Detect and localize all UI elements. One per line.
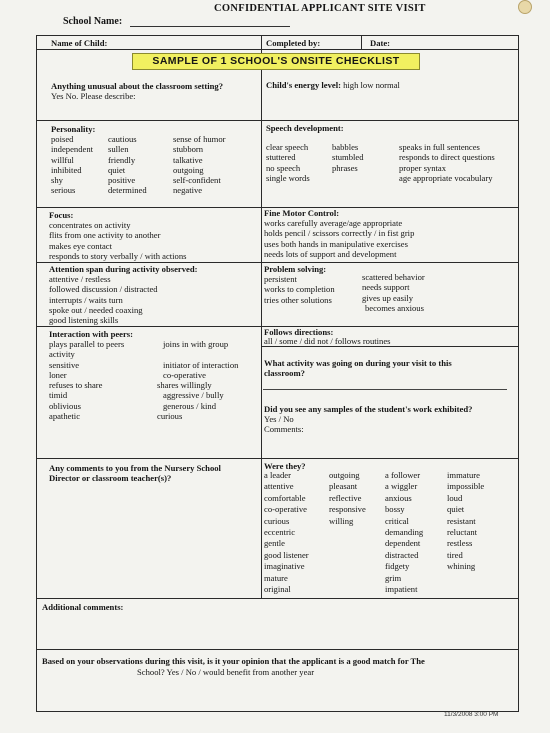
list-item: reflective [329, 492, 362, 503]
list-item: proper syntax [399, 162, 447, 173]
samples-question: Did you see any samples of the student's work exhibited? [264, 404, 473, 414]
were-they-heading: Were they? [264, 461, 306, 471]
list-item: responsive [329, 504, 366, 515]
energy-options: high low normal [343, 80, 400, 90]
list-item: inhibited [51, 164, 82, 175]
print-timestamp: 11/3/2008 3:00 PM [444, 711, 499, 718]
list-item: stuttered [266, 152, 296, 163]
energy-level [266, 80, 400, 90]
list-item: cautious [108, 134, 137, 144]
list-item: holds pencil / scissors correctly / in fist grip [264, 228, 415, 239]
problem-col2 [362, 272, 425, 313]
list-item: mature [264, 572, 288, 583]
list-item: resistant [447, 515, 476, 526]
list-item: single words [266, 172, 310, 183]
speech-col2 [332, 142, 364, 173]
list-item: tries other solutions [264, 294, 332, 305]
list-item: self-confident [173, 175, 221, 186]
row-divider [37, 649, 518, 650]
list-item: demanding [385, 527, 424, 538]
match-options: School? Yes / No / would benefit from another year [137, 667, 315, 677]
list-item: quiet [447, 504, 465, 515]
column-divider [361, 36, 362, 49]
personality-col2 [108, 134, 147, 196]
list-item: refuses to share [49, 380, 103, 391]
list-item: needs support [362, 282, 410, 293]
attention-list [49, 274, 158, 325]
fine-motor-heading: Fine Motor Control: [264, 208, 340, 218]
list-item: good listener [264, 549, 309, 560]
list-item: spoke out / needed coaxing [49, 304, 143, 315]
list-item: scattered behavior [362, 272, 425, 282]
comments-label: Comments: [264, 424, 304, 434]
list-item: babbles [332, 142, 359, 152]
list-item: anxious [385, 492, 412, 503]
list-item: critical [385, 515, 409, 526]
list-item: no speech [266, 162, 301, 173]
row-divider [37, 458, 518, 459]
speech-col1 [266, 142, 310, 183]
list-item: positive [108, 175, 136, 186]
attention-heading: Attention span during activity observed: [49, 264, 198, 274]
speech-col3 [399, 142, 495, 183]
list-item: aggressive / bully [163, 390, 224, 401]
list-item: imaginative [264, 561, 305, 572]
list-item: restless [447, 538, 473, 549]
row-divider [37, 262, 518, 263]
list-item: shares willingly [157, 380, 212, 391]
list-item: stubborn [173, 144, 204, 155]
sample-banner: SAMPLE OF 1 SCHOOL'S ONSITE CHECKLIST [132, 53, 420, 70]
list-item: serious [51, 185, 76, 196]
unusual-options: Yes No. Please describe: [51, 91, 136, 101]
list-item: attentive [264, 481, 294, 492]
list-item: a leader [264, 470, 291, 480]
document-title: CONFIDENTIAL APPLICANT SITE VISIT [214, 3, 426, 14]
interaction-left [49, 339, 124, 421]
list-item: independent [51, 144, 93, 155]
list-item: co-operative [264, 504, 307, 515]
list-item: determined [108, 185, 147, 196]
activity-answer-line [263, 389, 507, 390]
list-item: grim [385, 572, 402, 583]
list-item: immature [447, 470, 480, 480]
list-item: works to completion [264, 284, 335, 295]
focus-heading: Focus: [49, 210, 74, 220]
problem-heading: Problem solving: [264, 264, 327, 274]
list-item: talkative [173, 154, 203, 165]
list-item: willing [329, 515, 354, 526]
list-item: impatient [385, 584, 418, 595]
list-item: phrases [332, 162, 358, 173]
list-item: plays parallel to peers [49, 339, 125, 349]
list-item: impossible [447, 481, 485, 492]
checklist-form [36, 35, 519, 712]
fine-motor-list [264, 218, 414, 259]
list-item: whining [447, 561, 476, 572]
list-item: eccentric [264, 527, 296, 538]
school-name-line [130, 26, 290, 27]
list-item: curious [264, 515, 290, 526]
list-item: apathetic [49, 411, 81, 422]
focus-list [49, 220, 186, 261]
directions-heading: Follows directions: [264, 327, 334, 337]
were-they-col2 [329, 470, 366, 527]
activity-question-cont: classroom? [264, 368, 305, 378]
list-item: uses both hands in manipulative exercises [264, 238, 408, 249]
interaction-right [157, 339, 239, 422]
list-item [163, 349, 238, 359]
activity-question: What activity was going on during your visit to this [264, 358, 452, 368]
list-item: shy [51, 175, 63, 186]
list-item: reluctant [447, 527, 478, 538]
list-item: fidgety [385, 561, 410, 572]
additional-comments-label: Additional comments: [42, 602, 124, 612]
list-item: outgoing [329, 470, 360, 480]
list-item: followed discussion / distracted [49, 284, 158, 295]
row-divider [37, 120, 518, 121]
list-item: curious [157, 411, 183, 422]
list-item: poised [51, 134, 74, 144]
list-item: sense of humor [173, 134, 226, 144]
list-item: distracted [385, 549, 419, 560]
school-name-label: School Name: [63, 16, 123, 27]
list-item: clear speech [266, 142, 309, 152]
row-divider [37, 49, 518, 50]
list-item: negative [173, 185, 203, 196]
list-item: original [264, 584, 291, 595]
personality-col1 [51, 134, 93, 196]
unusual-question: Anything unusual about the classroom setting? [51, 81, 223, 91]
list-item: generous / kind [163, 400, 216, 411]
list-item: a follower [385, 470, 421, 480]
row-divider [261, 346, 518, 347]
interaction-heading: Interaction with peers: [49, 329, 134, 339]
nursery-question-cont: Director or classroom teacher(s)? [49, 473, 172, 483]
were-they-col1 [264, 470, 309, 595]
list-item: speaks in full sentences [399, 142, 480, 152]
child-name-label: Name of Child: [51, 38, 108, 48]
were-they-col4 [447, 470, 484, 573]
samples-options: Yes / No [264, 414, 294, 424]
were-they-col3 [385, 470, 423, 595]
personality-col3 [173, 134, 226, 196]
list-item: outgoing [173, 164, 204, 175]
personality-heading: Personality: [51, 124, 96, 134]
list-item: joins in with group [163, 339, 229, 349]
list-item: becomes anxious [365, 302, 424, 313]
list-item: bossy [385, 504, 405, 515]
list-item: comfortable [264, 492, 306, 503]
list-item: responds to story verbally / with actions [49, 250, 187, 261]
problem-col1 [264, 274, 335, 305]
list-item: a wiggler [385, 481, 418, 492]
list-item: willful [51, 154, 74, 165]
list-item: needs lots of support and development [264, 248, 397, 259]
list-item: concentrates on activity [49, 220, 131, 230]
list-item: flits from one activity to another [49, 230, 161, 241]
list-item: interrupts / waits turn [49, 294, 123, 305]
list-item: pleasant [329, 481, 358, 492]
list-item: co-operative [163, 369, 206, 380]
list-item: dependent [385, 538, 421, 549]
nursery-question: Any comments to you from the Nursery School [49, 463, 221, 473]
list-item: timid [49, 390, 68, 401]
list-item: sullen [108, 144, 129, 155]
match-question: Based on your observations during this visit, is it your opinion that the applicant is a good match for The [42, 656, 425, 666]
paper-clip-icon [518, 0, 532, 14]
list-item: attentive / restless [49, 274, 111, 284]
list-item: activity [49, 349, 75, 360]
speech-heading: Speech development: [266, 123, 344, 133]
column-divider [261, 36, 262, 598]
list-item: gives up easily [362, 292, 414, 303]
list-item: loud [447, 492, 463, 503]
list-item: age appropriate vocabulary [399, 172, 493, 183]
list-item: loner [49, 369, 67, 380]
list-item: works carefully average/age appropriate [264, 218, 403, 228]
list-item: quiet [108, 164, 126, 175]
list-item: friendly [108, 154, 136, 165]
energy-label: Child's energy level: [266, 80, 341, 90]
list-item: gentle [264, 538, 285, 549]
list-item: sensitive [49, 359, 80, 370]
list-item: initiator of interaction [163, 359, 239, 370]
completed-by-label: Completed by: [266, 38, 321, 48]
list-item: persistent [264, 274, 297, 284]
list-item: tired [447, 549, 463, 560]
list-item: stumbled [332, 152, 364, 163]
list-item: makes eye contact [49, 240, 112, 251]
directions-options: all / some / did not / follows routines [264, 336, 391, 346]
list-item: oblivious [49, 400, 81, 411]
row-divider [37, 598, 518, 599]
list-item: good listening skills [49, 315, 119, 326]
date-label: Date: [370, 38, 391, 48]
list-item: responds to direct questions [399, 152, 495, 163]
